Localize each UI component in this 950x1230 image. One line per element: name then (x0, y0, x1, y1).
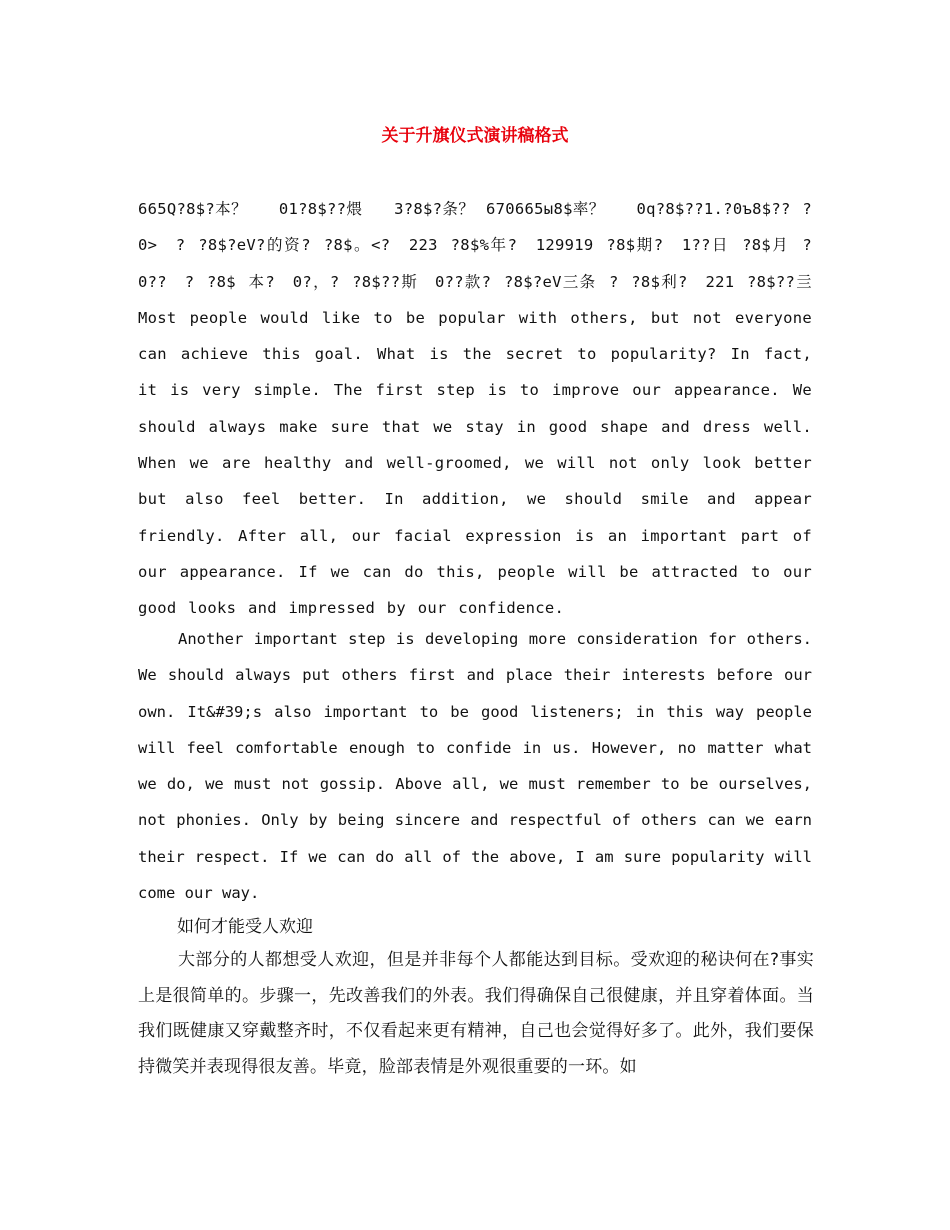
chinese-section-heading: 如何才能受人欢迎 (177, 917, 313, 937)
paragraph-mixed-garbled-english: 665Q?8$?本？ 01?8$??煨 3?8$?条？ 670665ы8$率？ 0q?8$??1.?0ъ8$?? ? 0> ? ?8$?eV?的资? ?8$。<? 223 ?8$%年? 129919 ?8$期? 1??日 ?8$月 ? 0?? ? ?8$ 本? 0?，? ?8$??斯 0??款? ?8$?eV三条 ? ?8$利? 221 ?8$??亖 Most people would like to be popular with others, but not everyone can achieve this goal. What is the secret to popularity? In fact, it is very simple. The first step is to improve our appearance. We should always make sure that we stay in good shape and dress well. When we are healthy and well-groomed, we will not only look better but also feel better. In addition, we should smile and appear friendly. After all, our facial expression is an important part of our appearance. If we can do this, people will be attracted to our good looks and impressed by our confidence. (138, 200, 856, 618)
paragraph-english-2: Another important step is developing more consideration for others. We should always put others first and place their interests before our own. It&#39;s also important to be good listeners; in this way people will feel comfortable enough to confide in us. However, no matter what we do, we must not gossip. Above all, we must remember to be ourselves, not phonies. Only by being sincere and respectful of others can we earn their respect. If we can do all of the above, I am sure popularity will come our way. (138, 630, 812, 903)
paragraph-chinese-1: 大部分的人都想受人欢迎，但是并非每个人都能达到目标。受欢迎的秘诀何在?事实上是很简单的。步骤一，先改善我们的外表。我们得确保自己很健康，并且穿着体面。当我们既健康又穿戴整齐时，不仅看起来更有精神，自己也会觉得好多了。此外，我们要保持微笑并表现得很友善。毕竟，脸部表情是外观很重要的一环。如 (138, 950, 814, 1077)
document-title: 关于升旗仪式演讲稿格式 (381, 126, 569, 146)
